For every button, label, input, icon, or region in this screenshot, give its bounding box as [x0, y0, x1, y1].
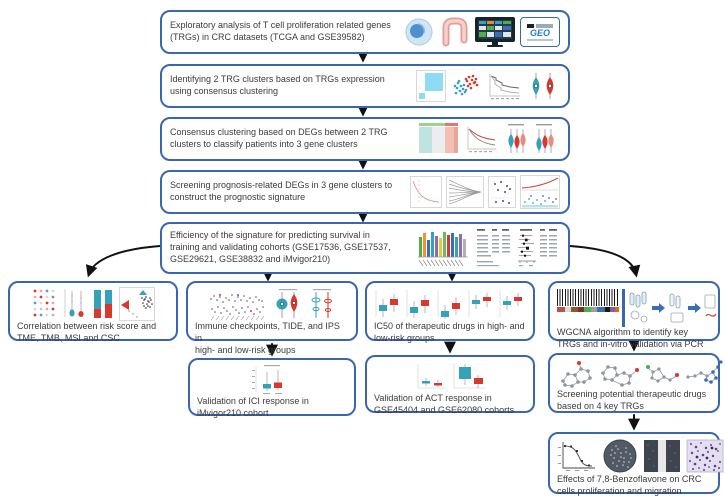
colony-assay-thumb: [602, 438, 638, 474]
molecule3-thumb: [643, 359, 683, 389]
lasso-cv-thumb: [410, 176, 442, 208]
sub-act-validation: [365, 355, 535, 413]
branch-risk-correlation: [8, 281, 178, 341]
colon-icon: [438, 17, 470, 47]
pcr-workflow-thumb: [628, 289, 718, 327]
branch-wgcna: [548, 281, 720, 349]
risk-curve-thumb: [520, 175, 560, 209]
violin-trio-thumb: [502, 122, 560, 156]
lasso-coef-thumb: [446, 176, 484, 208]
monitor-icon: [474, 16, 516, 48]
wgcna-dendrogram-thumb: [557, 289, 619, 312]
step-trg-clusters: [160, 64, 570, 108]
branch-immune-checkpoints: [186, 281, 358, 355]
molecule2-thumb: [599, 359, 641, 389]
boxplot-pair2-thumb: [405, 287, 433, 321]
branch2-text: Immune checkpoints, TIDE, and IPS in high- and low-risk groups: [195, 321, 340, 355]
branch-ic50-drugs: [365, 281, 535, 341]
checkpoint-jitter-thumb: [207, 287, 269, 321]
wound-healing-thumb: [643, 439, 681, 473]
deg-heatmap-thumb: [418, 122, 460, 156]
step-signature-efficiency: [160, 222, 570, 274]
step2-text: Identifying 2 TRG clusters based on TRGs expression using consensus clustering: [170, 74, 385, 96]
step-gene-clusters: [160, 117, 570, 161]
geo-logo-text: GEO: [529, 27, 550, 38]
csc-flow-thumb: [119, 287, 155, 321]
act-text: Validation of ACT response in GSE45404 and GSE62080 cohorts: [374, 393, 515, 415]
boxplot-pair5-thumb: [498, 287, 526, 321]
auc-barchart-thumb: [416, 227, 470, 269]
step1-text: Exploratory analysis of T cell proliferation related genes (TRGs) in CRC datasets (TCGA and GSE39582): [170, 20, 391, 42]
consensus-matrix-thumb: [416, 70, 446, 102]
sub-drug-screening: [548, 353, 720, 413]
step3-text: Consensus clustering based on DEGs between 2 TRG clusters to classify patients into 3 gene clusters: [170, 127, 388, 149]
geo-logo-footer: [527, 39, 553, 41]
boxplot-pair4-thumb: [467, 287, 495, 321]
survival-curve2-thumb: [464, 122, 498, 156]
ici-text: Validation of ICI response in iMvigor210 cohort: [197, 396, 309, 418]
boxplot-pair3-thumb: [436, 287, 464, 321]
correlation-dotplot-thumb: [31, 287, 59, 321]
branch1-text: Correlation between risk score and TME, TMB, MSI and CSC: [17, 321, 157, 343]
molecule1-thumb: [557, 359, 597, 389]
boxplot-pair1-thumb: [374, 287, 402, 321]
scatter-thumb: [488, 176, 516, 208]
cell-icon: [404, 17, 434, 47]
ici-boxplot-thumb: [250, 364, 294, 396]
tide-violin-thumb: [273, 287, 303, 321]
effects-text: Effects of 7,8-Benzoflavone on CRC cells proliferation and migration: [557, 474, 702, 496]
pca-scatter-thumb: [450, 70, 482, 102]
divider-bar: [622, 289, 625, 327]
step5-text: Efficiency of the signature for predicting survival in training and validating cohorts (GSE17536, GSE17537, GSE29621, GSE38832 and iMvigor210): [170, 230, 391, 264]
violin-pair-thumb: [526, 70, 560, 102]
tmb-violin-thumb: [63, 287, 87, 321]
step-exploratory-analysis: [160, 10, 570, 54]
geo-logo: [520, 17, 560, 47]
molecule4-thumb: [685, 359, 725, 389]
transwell-thumb: [686, 439, 724, 473]
survival-curve-thumb: [486, 70, 522, 102]
sub-benzoflavone-effects: [548, 432, 720, 494]
screening-text: Screening potential therapeutic drugs based on 4 key TRGs: [557, 389, 707, 411]
forest-plot-thumb: [474, 226, 560, 270]
msi-stackbar-thumb: [91, 287, 115, 321]
dose-response-thumb: [557, 439, 597, 473]
step-prognostic-signature: [160, 170, 570, 214]
step4-text: Screening prognosis-related DEGs in 3 gene clusters to construct the prognostic signature: [170, 180, 393, 202]
sub-ici-validation: [188, 358, 356, 416]
branch3-text: IC50 of therapeutic drugs in high- and low-risk groups: [374, 321, 525, 343]
branch4-text: WGCNA algorithm to identify key TRGs and in-vitro validation via PCR: [557, 327, 704, 349]
geo-logo-header: [527, 24, 553, 28]
act-boxplot-thumb: [412, 361, 488, 393]
ips-violin-thumb: [307, 287, 337, 321]
